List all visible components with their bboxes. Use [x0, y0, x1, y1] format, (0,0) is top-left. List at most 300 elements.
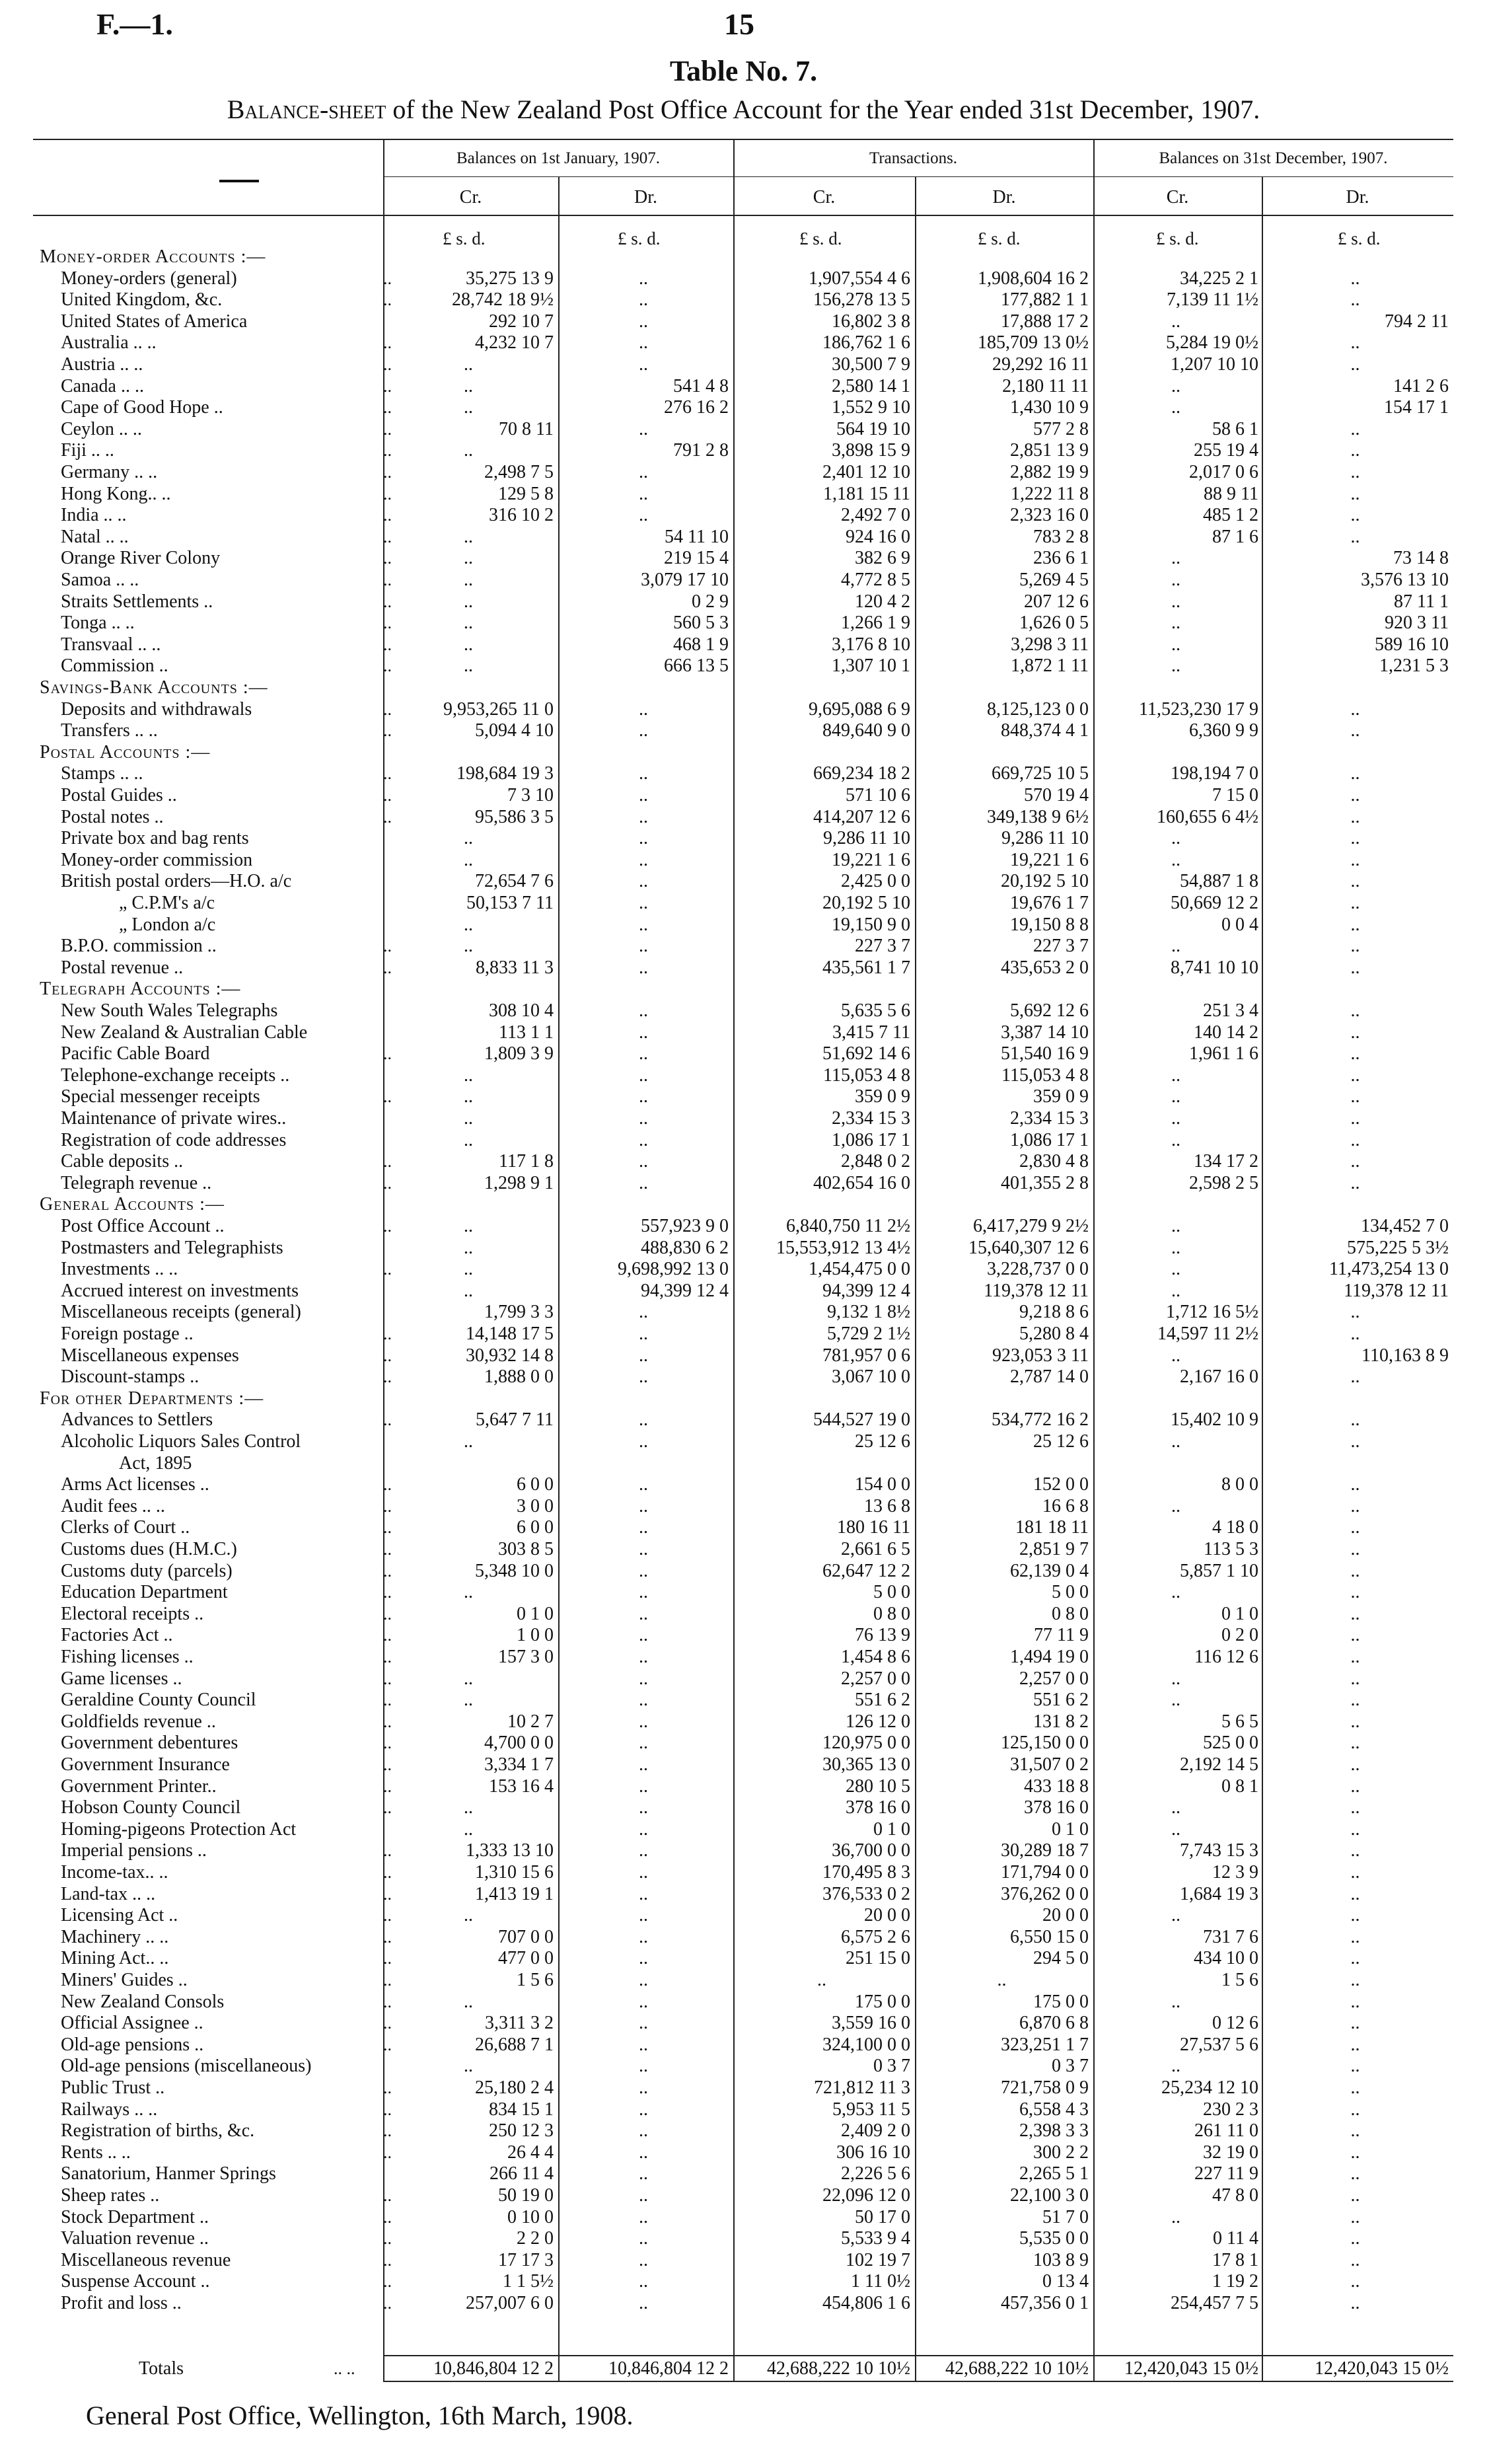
cell-trans-cr: 115,053 4 8	[823, 1064, 910, 1086]
cell-trans-cr: 9,286 11 10	[823, 828, 910, 849]
cell-close-dr: ..	[1350, 2099, 1360, 2120]
cell-close-cr: ..	[1171, 1064, 1180, 1086]
g2-cr-units: £ s. d.	[799, 229, 842, 248]
account-label: Valuation revenue ..	[61, 2228, 209, 2249]
cell-trans-dr: 62,139 0 4	[1010, 1560, 1089, 1581]
cell-open-cr: 157 3 0	[498, 1647, 554, 1667]
table-row	[33, 957, 1487, 979]
cell-open-cr: 26,688 7 1	[475, 2034, 554, 2055]
table-row	[33, 569, 1487, 591]
cell-trans-dr: 1,872 1 11	[1011, 655, 1089, 677]
leader-dots: ..	[383, 290, 392, 310]
cell-close-dr: ..	[1350, 1840, 1360, 1861]
cell-close-dr: ..	[1350, 828, 1360, 849]
cell-trans-dr: 378 16 0	[1024, 1797, 1089, 1818]
cell-trans-dr: 9,286 11 10	[1001, 828, 1089, 849]
cell-trans-dr: 19,676 1 7	[1010, 893, 1089, 913]
cell-open-dr: ..	[639, 1539, 648, 1559]
cell-trans-cr: 175 0 0	[855, 1991, 910, 2012]
leader-dots: ..	[383, 1259, 392, 1279]
account-label: Germany .. ..	[61, 462, 158, 482]
table-row	[33, 1086, 1487, 1107]
cell-close-cr: ..	[1171, 936, 1180, 957]
cell-open-cr: ..	[464, 375, 473, 396]
cell-close-dr: ..	[1350, 785, 1360, 805]
leader-dots: ..	[383, 268, 392, 288]
cell-close-dr: ..	[1350, 2013, 1360, 2034]
cell-open-cr: 3,311 3 2	[485, 2013, 554, 2034]
account-label: Suspense Account ..	[61, 2271, 210, 2292]
account-label: Audit fees .. ..	[61, 1495, 165, 1516]
account-label: Goldfields revenue ..	[61, 1711, 216, 1732]
table-row	[33, 806, 1487, 828]
cell-trans-dr: 15,640,307 12 6	[968, 1237, 1089, 1258]
section-label: Savings-Bank Accounts :—	[40, 677, 268, 698]
account-label: Postal revenue ..	[61, 957, 184, 978]
table-row	[33, 935, 1487, 957]
cell-trans-cr: 454,806 1 6	[822, 2293, 910, 2313]
table-row	[33, 2227, 1487, 2249]
table-row	[33, 2120, 1487, 2142]
cell-close-dr: ..	[1350, 1539, 1360, 1559]
leader-dots: ..	[383, 1583, 392, 1602]
cell-trans-dr: 227 3 7	[1033, 936, 1089, 957]
cell-close-dr: ..	[1350, 1775, 1360, 1797]
cell-close-cr: ..	[1171, 375, 1180, 396]
account-label: Canada .. ..	[61, 375, 144, 396]
cell-open-dr: ..	[639, 354, 648, 375]
cell-open-cr: 9,953,265 11 0	[443, 698, 554, 720]
account-label: Hong Kong.. ..	[61, 483, 171, 504]
cell-trans-dr: 457,356 0 1	[1001, 2293, 1089, 2313]
table-row	[33, 1538, 1487, 1560]
cell-close-cr: 12 3 9	[1212, 1862, 1258, 1883]
cell-close-cr: 7,139 11 1½	[1167, 289, 1258, 311]
cell-close-cr: ..	[1171, 613, 1180, 634]
cell-open-cr: 70 8 11	[499, 418, 554, 439]
cell-trans-dr: 1,222 11 8	[1011, 483, 1089, 504]
cell-trans-cr: 3,067 10 0	[832, 1366, 910, 1388]
cell-open-cr: 1,799 3 3	[484, 1302, 554, 1323]
cell-close-dr: ..	[1350, 1733, 1360, 1754]
cell-open-dr: ..	[639, 2077, 648, 2098]
cell-trans-dr: 0 1 0	[1052, 1818, 1089, 1840]
table-row	[33, 2163, 1487, 2184]
cell-close-cr: ..	[1171, 570, 1180, 590]
cell-open-dr: ..	[639, 1474, 648, 1495]
cell-open-dr: ..	[639, 1905, 648, 1926]
cell-open-dr: ..	[639, 1086, 648, 1107]
cell-trans-cr: 2,848 0 2	[841, 1151, 910, 1172]
table-row	[33, 1581, 1487, 1603]
cell-trans-cr: 156,278 13 5	[813, 289, 910, 311]
account-label: Discount-stamps ..	[61, 1366, 199, 1388]
cell-close-dr: ..	[1350, 1668, 1360, 1689]
cell-open-dr: ..	[639, 1883, 648, 1904]
cell-close-cr: 88 9 11	[1204, 483, 1258, 504]
cell-trans-dr: 1,626 0 5	[1019, 613, 1089, 634]
cell-close-dr: ..	[1350, 1108, 1360, 1129]
cell-close-cr: ..	[1171, 1991, 1180, 2012]
cell-open-dr: ..	[639, 1302, 648, 1323]
table-row	[33, 2099, 1487, 2120]
cell-open-dr: ..	[639, 1926, 648, 1947]
account-label: Arms Act licenses ..	[61, 1474, 209, 1495]
g3-dr-header: Dr.	[1346, 187, 1369, 207]
cell-trans-cr: 186,762 1 6	[822, 332, 910, 354]
cell-open-dr: 94,399 12 4	[641, 1280, 729, 1301]
cell-trans-dr: 6,558 4 3	[1019, 2099, 1089, 2120]
cell-close-dr: ..	[1350, 2228, 1360, 2249]
cell-trans-cr: 36,700 0 0	[832, 1840, 910, 1861]
cell-trans-cr: 20 0 0	[864, 1905, 910, 1926]
total-open-cr: 10,846,804 12 2	[433, 2358, 554, 2379]
cell-trans-dr: 2,323 16 0	[1010, 505, 1089, 526]
cell-trans-dr: 2,257 0 0	[1019, 1668, 1089, 1689]
cell-open-dr: 791 2 8	[673, 440, 729, 461]
table-row	[33, 1022, 1487, 1043]
account-label: Machinery .. ..	[61, 1926, 169, 1947]
cell-close-cr: 0 11 4	[1213, 2228, 1258, 2249]
leader-dots: ..	[383, 1518, 392, 1538]
account-label: Transvaal .. ..	[61, 634, 161, 655]
cell-open-dr: 54 11 10	[665, 526, 729, 547]
cell-trans-cr: 378 16 0	[846, 1797, 910, 1818]
cell-close-cr: 11,523,230 17 9	[1139, 698, 1258, 720]
cell-close-cr: 0 0 4	[1221, 914, 1258, 935]
cell-open-cr: 1,333 13 10	[466, 1840, 554, 1861]
leader-dots: ..	[383, 1733, 392, 1753]
cell-open-dr: ..	[639, 893, 648, 913]
cell-close-dr: ..	[1350, 1905, 1360, 1926]
cell-trans-cr: 2,334 15 3	[832, 1108, 910, 1129]
cell-trans-dr: 6,417,279 9 2½	[973, 1216, 1089, 1236]
account-label: Accrued interest on investments	[61, 1280, 299, 1301]
cell-open-dr: ..	[639, 698, 648, 720]
leader-dots: ..	[383, 1367, 392, 1387]
cell-close-dr: ..	[1350, 2034, 1360, 2055]
account-label: Cable deposits ..	[61, 1151, 184, 1172]
total-open-dr: 10,846,804 12 2	[608, 2358, 729, 2379]
table-row	[33, 2012, 1487, 2034]
leader-dots: ..	[383, 1711, 392, 1731]
account-label: Government Insurance	[61, 1754, 230, 1775]
cell-close-dr: ..	[1350, 1302, 1360, 1323]
section-header-row	[33, 1388, 1487, 1409]
cell-open-cr: ..	[464, 1797, 473, 1818]
cell-open-cr: 1,413 19 1	[475, 1883, 554, 1904]
cell-trans-cr: 2,492 7 0	[841, 505, 910, 526]
account-label: India .. ..	[61, 505, 127, 526]
table-row	[33, 268, 1487, 289]
leader-dots: ..	[383, 355, 392, 374]
leader-dots: ..	[383, 1949, 392, 1968]
account-label: Money-orders (general)	[61, 268, 237, 289]
cell-trans-cr: 2,580 14 1	[832, 375, 910, 396]
cell-trans-dr: 0 13 4	[1042, 2271, 1089, 2292]
cell-open-dr: ..	[639, 268, 648, 289]
section-header-row	[33, 978, 1487, 1000]
leader-dots: ..	[383, 548, 392, 568]
cell-trans-cr: 781,957 0 6	[822, 1345, 910, 1366]
cell-trans-cr: 721,812 11 3	[814, 2077, 910, 2098]
account-label: Game licenses ..	[61, 1668, 182, 1689]
cell-trans-cr: 251 15 0	[846, 1948, 910, 1969]
cell-open-dr: ..	[639, 462, 648, 482]
cell-trans-cr: 849,640 9 0	[822, 720, 910, 741]
cell-close-cr: 7,743 15 3	[1180, 1840, 1258, 1861]
account-label: Customs duty (parcels)	[61, 1560, 233, 1581]
cell-open-dr: ..	[639, 849, 648, 870]
cell-close-dr: 134,452 7 0	[1361, 1216, 1449, 1236]
cell-close-cr: 2,598 2 5	[1189, 1172, 1258, 1193]
cell-open-dr: ..	[639, 1409, 648, 1431]
report-code: F.—1.	[96, 7, 173, 41]
cell-open-dr: ..	[639, 1345, 648, 1366]
cell-close-dr: 1,231 5 3	[1379, 655, 1449, 677]
cell-trans-dr: 30,289 18 7	[1001, 1840, 1089, 1861]
cell-close-dr: ..	[1350, 1022, 1360, 1043]
leader-dots: ..	[383, 1647, 392, 1666]
cell-close-cr: ..	[1171, 1668, 1180, 1689]
cell-trans-cr: ..	[817, 1970, 826, 1990]
table-row	[33, 2142, 1487, 2163]
table-row	[33, 1409, 1487, 1431]
table-row	[33, 763, 1487, 784]
account-label: Fiji .. ..	[61, 440, 114, 461]
cell-trans-cr: 551 6 2	[855, 1690, 910, 1711]
cell-open-cr: 50 19 0	[498, 2185, 554, 2206]
cell-open-dr: ..	[639, 1991, 648, 2012]
cell-open-cr: ..	[464, 1818, 473, 1840]
cell-open-cr: ..	[464, 1108, 473, 1129]
header-bottom-rule	[33, 215, 1453, 216]
leader-dots: ..	[383, 419, 392, 439]
account-label: Tonga .. ..	[61, 613, 135, 634]
cell-open-dr: ..	[639, 1000, 648, 1021]
cell-trans-dr: 2,882 19 9	[1010, 462, 1089, 482]
cell-trans-dr: 2,851 9 7	[1019, 1539, 1089, 1559]
leader-dots: ..	[383, 1992, 392, 2011]
cell-close-cr: ..	[1171, 1216, 1180, 1236]
cell-open-cr: 5,647 7 11	[476, 1409, 554, 1431]
cell-trans-cr: 62,647 12 2	[822, 1560, 910, 1581]
cell-close-cr: 2,192 14 5	[1180, 1754, 1258, 1775]
section-header-row	[33, 741, 1487, 763]
cell-close-cr: 230 2 3	[1203, 2099, 1258, 2120]
cell-open-cr: ..	[464, 1905, 473, 1926]
cell-trans-cr: 1,181 15 11	[823, 483, 910, 504]
cell-close-dr: ..	[1350, 526, 1360, 547]
cell-close-cr: 1,961 1 6	[1189, 1043, 1258, 1064]
table-row	[33, 2034, 1487, 2056]
cell-close-dr: ..	[1350, 1625, 1360, 1646]
cell-close-dr: ..	[1350, 720, 1360, 741]
leader-dots: ..	[383, 2013, 392, 2033]
leader-dots: ..	[383, 634, 392, 654]
cell-trans-cr: 25 12 6	[855, 1431, 910, 1452]
cell-close-dr: ..	[1350, 483, 1360, 504]
cell-close-dr: ..	[1350, 1431, 1360, 1452]
table-row	[33, 634, 1487, 655]
leader-dots: ..	[383, 1884, 392, 1904]
account-label: Miscellaneous revenue	[61, 2249, 231, 2270]
cell-open-dr: ..	[639, 1862, 648, 1883]
cell-close-dr: 154 17 1	[1384, 397, 1449, 418]
cell-open-dr: ..	[639, 1108, 648, 1129]
cell-open-dr: ..	[639, 332, 648, 354]
cell-close-dr: ..	[1350, 1582, 1360, 1603]
account-label: Hobson County Council	[61, 1797, 241, 1818]
table-row	[33, 1775, 1487, 1797]
cell-open-dr: 541 4 8	[673, 375, 729, 396]
account-label: Investments .. ..	[61, 1259, 178, 1280]
leader-dots: ..	[383, 2272, 392, 2292]
cell-open-cr: ..	[464, 440, 473, 461]
total-close-dr: 12,420,043 15 0½	[1315, 2358, 1449, 2379]
cell-close-dr: ..	[1350, 1948, 1360, 1969]
leader-dots: ..	[383, 2035, 392, 2054]
section-label: General Accounts :—	[40, 1194, 225, 1215]
table-row	[33, 1064, 1487, 1086]
cell-trans-dr: 3,228,737 0 0	[987, 1259, 1089, 1280]
cell-open-dr: ..	[639, 1151, 648, 1172]
cell-trans-dr: 175 0 0	[1033, 1991, 1089, 2012]
cell-open-dr: ..	[639, 2056, 648, 2077]
cell-trans-cr: 16,802 3 8	[832, 311, 910, 332]
cell-open-dr: ..	[639, 2185, 648, 2206]
leader-dots: ..	[383, 376, 392, 396]
cell-close-cr: 525 0 0	[1203, 1733, 1258, 1754]
table-row	[33, 720, 1487, 741]
cell-open-dr: ..	[639, 2163, 648, 2184]
cell-close-dr: ..	[1350, 462, 1360, 482]
cell-trans-dr: ..	[997, 1970, 1007, 1990]
table-row	[33, 1280, 1487, 1302]
cell-open-dr: ..	[639, 311, 648, 332]
cell-open-cr: ..	[464, 655, 473, 677]
total-trans-dr: 42,688,222 10 10½	[945, 2358, 1089, 2379]
cell-open-dr: ..	[639, 505, 648, 526]
leader-dots: ..	[383, 1927, 392, 1947]
table-row	[33, 1452, 1487, 1474]
cell-close-dr: ..	[1350, 354, 1360, 375]
cell-trans-dr: 51,540 16 9	[1001, 1043, 1089, 1064]
table-row	[33, 1947, 1487, 1969]
leader-dots: ..	[383, 1475, 392, 1495]
cell-trans-cr: 1 11 0½	[851, 2271, 910, 2292]
cell-close-cr: 434 10 0	[1194, 1948, 1258, 1969]
cell-close-dr: ..	[1350, 957, 1360, 978]
g2-dr-units: £ s. d.	[978, 229, 1021, 248]
account-label: „ C.P.M's a/c	[119, 893, 215, 913]
cell-close-dr: ..	[1350, 418, 1360, 439]
account-label: New South Wales Telegraphs	[61, 1000, 278, 1021]
cell-close-cr: 1,684 19 3	[1180, 1883, 1258, 1904]
cell-close-cr: 1 5 6	[1221, 1970, 1258, 1990]
cell-close-cr: 6,360 9 9	[1189, 720, 1258, 741]
table-row	[33, 849, 1487, 871]
cell-close-dr: ..	[1350, 2163, 1360, 2184]
cell-close-cr: 1,207 10 10	[1171, 354, 1258, 375]
cell-open-cr: ..	[464, 591, 473, 612]
cell-trans-cr: 9,695,088 6 9	[809, 698, 910, 720]
cell-trans-dr: 923,053 3 11	[992, 1345, 1089, 1366]
cell-trans-dr: 236 6 1	[1033, 548, 1089, 569]
cell-trans-cr: 5,533 9 4	[841, 2228, 910, 2249]
cell-trans-cr: 376,533 0 2	[822, 1883, 910, 1904]
cell-open-cr: 257,007 6 0	[466, 2293, 554, 2313]
table-row	[33, 1926, 1487, 1948]
cell-open-cr: 303 8 5	[498, 1539, 554, 1559]
table-row	[33, 1711, 1487, 1733]
table-row	[33, 1107, 1487, 1129]
cell-open-cr: 1,809 3 9	[484, 1043, 554, 1064]
cell-close-cr: 160,655 6 4½	[1157, 806, 1258, 827]
table-row	[33, 1366, 1487, 1388]
table-row	[33, 547, 1487, 569]
leader-dots: ..	[383, 463, 392, 482]
account-label: Land-tax .. ..	[61, 1883, 156, 1904]
cell-trans-cr: 280 10 5	[846, 1775, 910, 1797]
cell-close-cr: 5,857 1 10	[1180, 1560, 1258, 1581]
cell-close-cr: 261 11 0	[1194, 2120, 1258, 2142]
cell-open-dr: 9,698,992 13 0	[618, 1259, 729, 1280]
cell-open-cr: 477 0 0	[498, 1948, 554, 1969]
cell-trans-dr: 31,507 0 2	[1010, 1754, 1089, 1775]
cell-open-dr: ..	[639, 2034, 648, 2055]
table-row	[33, 827, 1487, 849]
cell-open-cr: 3 0 0	[517, 1495, 554, 1516]
cell-trans-dr: 1,086 17 1	[1010, 1129, 1089, 1150]
cell-open-dr: ..	[639, 2249, 648, 2270]
cell-close-cr: 2,167 16 0	[1180, 1366, 1258, 1388]
cell-open-cr: 308 10 4	[489, 1000, 554, 1021]
cell-close-cr: ..	[1171, 1495, 1180, 1516]
cell-close-cr: 134 17 2	[1194, 1151, 1258, 1172]
cell-trans-dr: 1,494 19 0	[1010, 1647, 1089, 1667]
cell-trans-dr: 401,355 2 8	[1001, 1172, 1089, 1193]
cell-trans-dr: 323,251 1 7	[1001, 2034, 1089, 2055]
cell-trans-dr: 152 0 0	[1033, 1474, 1089, 1495]
cell-trans-dr: 783 2 8	[1033, 526, 1089, 547]
cell-close-cr: ..	[1171, 311, 1180, 332]
leader-dots: ..	[383, 505, 392, 525]
account-label: Sheep rates ..	[61, 2185, 160, 2206]
cell-close-dr: ..	[1350, 871, 1360, 892]
cell-close-cr: 255 19 4	[1194, 440, 1258, 461]
cell-trans-cr: 22,096 12 0	[822, 2185, 910, 2206]
page-number: 15	[724, 7, 754, 41]
cell-trans-cr: 2,401 12 10	[822, 462, 910, 482]
cell-trans-cr: 3,176 8 10	[832, 634, 910, 655]
leader-dots: ..	[383, 1755, 392, 1774]
cell-close-cr: 116 12 6	[1194, 1647, 1258, 1667]
table-row	[33, 1603, 1487, 1625]
table-row	[33, 504, 1487, 526]
table-row	[33, 1732, 1487, 1754]
cell-open-cr: ..	[464, 1259, 473, 1280]
cell-close-dr: ..	[1350, 1991, 1360, 2012]
cell-trans-cr: 20,192 5 10	[822, 893, 910, 913]
section-label: Money-order Accounts :—	[40, 246, 266, 267]
cell-trans-cr: 1,552 9 10	[832, 397, 910, 418]
cell-open-dr: ..	[639, 1668, 648, 1689]
account-label: Electoral receipts ..	[61, 1603, 204, 1624]
cell-trans-dr: 2,265 5 1	[1019, 2163, 1089, 2184]
leader-dots: ..	[383, 1087, 392, 1107]
cell-open-dr: ..	[639, 1172, 648, 1193]
